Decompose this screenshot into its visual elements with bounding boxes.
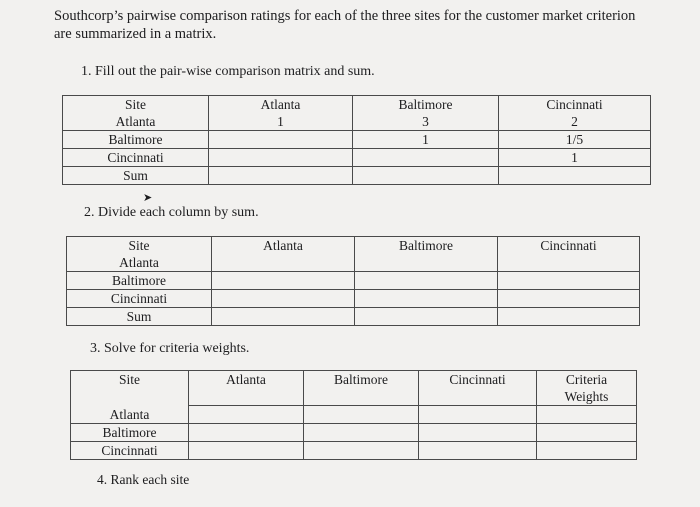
- value-cell[interactable]: [212, 290, 355, 308]
- value-cell: 3: [422, 114, 429, 129]
- column-header-atlanta: Atlanta: [260, 97, 301, 112]
- value-cell[interactable]: [209, 149, 353, 167]
- column-header-baltimore: Baltimore: [398, 97, 453, 112]
- table-row: [67, 272, 640, 290]
- sum-cell[interactable]: [355, 308, 498, 326]
- column-header-cincinnati: Cincinnati: [546, 97, 603, 112]
- sum-cell[interactable]: [498, 308, 640, 326]
- table-cell: [499, 96, 651, 131]
- site-header: Site: [124, 97, 146, 112]
- value-cell[interactable]: [419, 406, 537, 424]
- table-row: [67, 290, 640, 308]
- table-row: [63, 149, 651, 167]
- column-header-criteria-weights: [537, 371, 637, 406]
- value-cell: 2: [571, 114, 578, 129]
- value-cell[interactable]: [353, 149, 499, 167]
- table-cell: [353, 96, 499, 131]
- row-label-baltimore: Baltimore: [67, 272, 212, 290]
- sum-cell[interactable]: [212, 308, 355, 326]
- table-row: [63, 131, 651, 149]
- pairwise-matrix-table: [62, 95, 651, 185]
- question-2: 2. Divide each column by sum.: [84, 205, 259, 220]
- criteria-weights-line-1: Criteria: [565, 372, 608, 387]
- value-cell[interactable]: [189, 441, 304, 459]
- sum-cell[interactable]: [499, 167, 651, 185]
- column-header-cincinnati: Cincinnati: [498, 237, 640, 272]
- row-label-atlanta: Atlanta: [71, 406, 189, 424]
- site-header: Site: [128, 238, 150, 253]
- criteria-weights-table: [70, 370, 637, 460]
- table-row: [63, 167, 651, 185]
- criteria-weights-line-2: Weights: [564, 389, 609, 404]
- value-cell[interactable]: [209, 131, 353, 149]
- value-cell[interactable]: [189, 406, 304, 424]
- row-label-atlanta: Atlanta: [119, 255, 159, 270]
- value-cell[interactable]: [304, 423, 419, 441]
- column-header-atlanta: Atlanta: [212, 237, 355, 272]
- row-label-baltimore: Baltimore: [63, 131, 209, 149]
- value-cell[interactable]: [304, 441, 419, 459]
- value-cell: 1/5: [499, 131, 651, 149]
- table-cell: [209, 96, 353, 131]
- row-label-cincinnati: Cincinnati: [67, 290, 212, 308]
- intro-text: Southcorp’s pairwise comparison ratings for each of the three sites for the customer market criterion are summarized in a matrix.: [54, 8, 636, 42]
- row-label-cincinnati: Cincinnati: [71, 441, 189, 459]
- table-row: [67, 237, 640, 272]
- sum-cell[interactable]: [209, 167, 353, 185]
- column-header-cincinnati: Cincinnati: [419, 371, 537, 406]
- column-header-baltimore: Baltimore: [355, 237, 498, 272]
- row-label-sum: Sum: [67, 308, 212, 326]
- normalized-matrix-table: [66, 236, 640, 326]
- value-cell[interactable]: [419, 441, 537, 459]
- table-row: [71, 406, 637, 424]
- row-label-cincinnati: Cincinnati: [63, 149, 209, 167]
- weight-cell[interactable]: [537, 441, 637, 459]
- column-header-atlanta: Atlanta: [189, 371, 304, 406]
- value-cell: 1: [353, 131, 499, 149]
- value-cell[interactable]: [304, 406, 419, 424]
- weight-cell[interactable]: [537, 423, 637, 441]
- sum-cell[interactable]: [353, 167, 499, 185]
- weight-cell[interactable]: [537, 406, 637, 424]
- value-cell[interactable]: [498, 272, 640, 290]
- question-4: 4. Rank each site: [97, 472, 190, 487]
- table-cell: [63, 96, 209, 131]
- value-cell[interactable]: [189, 423, 304, 441]
- table-row: [67, 308, 640, 326]
- value-cell[interactable]: [355, 290, 498, 308]
- value-cell: 1: [499, 149, 651, 167]
- value-cell[interactable]: [355, 272, 498, 290]
- question-1: 1. Fill out the pair-wise comparison matrix and sum.: [81, 64, 375, 79]
- table-row: [71, 441, 637, 459]
- value-cell[interactable]: [212, 272, 355, 290]
- value-cell[interactable]: [498, 290, 640, 308]
- value-cell[interactable]: [419, 423, 537, 441]
- row-label-atlanta: Atlanta: [115, 114, 156, 129]
- value-cell: 1: [277, 114, 284, 129]
- question-3: 3. Solve for criteria weights.: [90, 341, 250, 356]
- table-row: [71, 371, 637, 406]
- row-label-sum: Sum: [63, 167, 209, 185]
- table-row: [71, 423, 637, 441]
- column-header-baltimore: Baltimore: [304, 371, 419, 406]
- site-header: Site: [71, 371, 189, 406]
- row-label-baltimore: Baltimore: [71, 423, 189, 441]
- cursor-arrow-icon: ➤: [143, 192, 153, 204]
- table-row: [63, 96, 651, 131]
- table-cell: [67, 237, 212, 272]
